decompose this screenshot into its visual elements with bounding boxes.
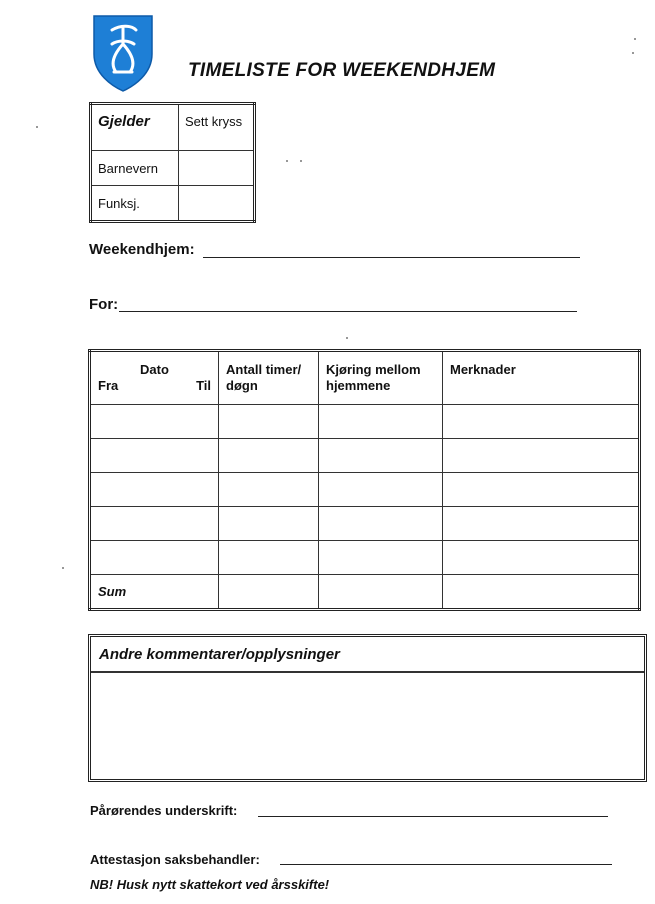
antall-cell[interactable] bbox=[219, 473, 319, 507]
table-row bbox=[90, 473, 640, 507]
sum-row bbox=[90, 575, 640, 610]
timesheet-table bbox=[88, 349, 641, 611]
sett-kryss-header: Sett kryss bbox=[179, 104, 255, 151]
comments-area[interactable] bbox=[91, 673, 644, 773]
timesheet-header-row bbox=[90, 351, 640, 405]
kjoring-header-line1: Kjøring mellom bbox=[326, 362, 421, 377]
gjelder-table bbox=[89, 102, 256, 223]
scan-speck bbox=[346, 337, 348, 339]
parorendes-signature-field[interactable] bbox=[258, 816, 608, 817]
barnevern-checkbox-cell[interactable] bbox=[179, 151, 255, 186]
table-row bbox=[90, 507, 640, 541]
kjoring-cell[interactable] bbox=[319, 405, 443, 439]
funksj-label: Funksj. bbox=[91, 186, 179, 222]
antall-header bbox=[219, 351, 319, 405]
skattekort-note: NB! Husk nytt skattekort ved årsskifte! bbox=[90, 877, 330, 892]
dato-cell[interactable] bbox=[90, 473, 219, 507]
table-row bbox=[90, 405, 640, 439]
for-label: For: bbox=[89, 296, 119, 313]
sum-label: Sum bbox=[90, 575, 219, 610]
til-subheader: Til bbox=[196, 378, 211, 393]
sum-antall-cell[interactable] bbox=[219, 575, 319, 610]
antall-cell[interactable] bbox=[219, 507, 319, 541]
merknader-cell[interactable] bbox=[443, 473, 640, 507]
fra-subheader: Fra bbox=[98, 378, 119, 393]
weekendhjem-label: Weekendhjem: bbox=[89, 241, 195, 258]
attestasjon-signature-field[interactable] bbox=[280, 864, 612, 865]
dato-header bbox=[90, 351, 219, 405]
funksj-checkbox-cell[interactable] bbox=[179, 186, 255, 222]
merknader-header: Merknader bbox=[443, 351, 640, 405]
antall-cell[interactable] bbox=[219, 405, 319, 439]
kjoring-cell[interactable] bbox=[319, 507, 443, 541]
weekendhjem-field[interactable] bbox=[203, 257, 580, 258]
barnevern-label: Barnevern bbox=[91, 151, 179, 186]
gjelder-header: Gjelder bbox=[91, 104, 179, 151]
merknader-cell[interactable] bbox=[443, 439, 640, 473]
scan-speck bbox=[36, 126, 38, 128]
parorendes-label: Pårørendes underskrift: bbox=[90, 803, 238, 818]
scan-speck bbox=[62, 567, 64, 569]
scan-speck bbox=[634, 38, 636, 40]
antall-cell[interactable] bbox=[219, 439, 319, 473]
sum-kjoring-cell[interactable] bbox=[319, 575, 443, 610]
kjoring-cell[interactable] bbox=[319, 439, 443, 473]
antall-cell[interactable] bbox=[219, 541, 319, 575]
municipal-coat-of-arms-icon bbox=[92, 14, 154, 92]
table-row bbox=[90, 439, 640, 473]
antall-header-line2: døgn bbox=[226, 378, 258, 393]
sum-merknader-cell[interactable] bbox=[443, 575, 640, 610]
merknader-cell[interactable] bbox=[443, 541, 640, 575]
comments-header: Andre kommentarer/opplysninger bbox=[91, 637, 644, 673]
dato-cell[interactable] bbox=[90, 507, 219, 541]
merknader-cell[interactable] bbox=[443, 507, 640, 541]
scan-speck bbox=[300, 160, 302, 162]
dato-cell[interactable] bbox=[90, 405, 219, 439]
dato-title: Dato bbox=[140, 362, 169, 377]
form-title: TIMELISTE FOR WEEKENDHJEM bbox=[188, 60, 496, 81]
for-field[interactable] bbox=[119, 311, 577, 312]
kjoring-cell[interactable] bbox=[319, 541, 443, 575]
comments-box bbox=[88, 634, 647, 782]
attestasjon-label: Attestasjon saksbehandler: bbox=[90, 852, 260, 867]
dato-cell[interactable] bbox=[90, 541, 219, 575]
dato-cell[interactable] bbox=[90, 439, 219, 473]
scan-speck bbox=[286, 160, 288, 162]
kjoring-header-line2: hjemmene bbox=[326, 378, 391, 393]
kjoring-header bbox=[319, 351, 443, 405]
scan-speck bbox=[632, 52, 634, 54]
kjoring-cell[interactable] bbox=[319, 473, 443, 507]
antall-header-line1: Antall timer/ bbox=[226, 362, 302, 377]
merknader-cell[interactable] bbox=[443, 405, 640, 439]
table-row bbox=[90, 541, 640, 575]
